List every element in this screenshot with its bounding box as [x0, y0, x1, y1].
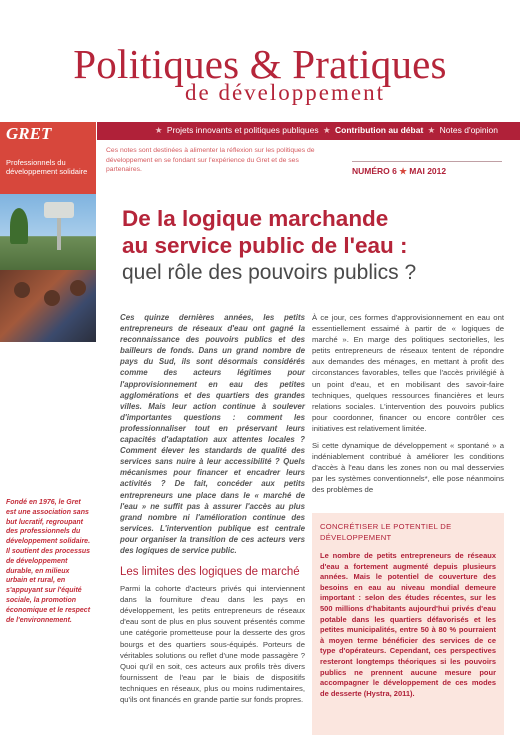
category-bar: [97, 122, 520, 140]
person-shape: [44, 290, 60, 306]
section-body: Parmi la cohorte d'acteurs privés qui interviennent dans la fourniture d'eau dans les pays en développement, les petits entrepreneurs de réseaux d'eau sont de plus en plus souvent présentés comme une catégorie prometteuse pour la desserte des gros bourgs et des quartiers sous-équipés. Porteurs de véritables solutions ou reflet d'une mode passagère ? Quoi qu'il en soit, ces acteurs aux profils très divers fournissent de l'eau par le biais de dispositifs techniques en réseaux, plus ou moins rudimentaires, qu'ils ont financés en grande partie sur fonds propres.: [120, 584, 305, 704]
water-tower-photo: [0, 194, 96, 270]
palm-tree-shape: [10, 208, 28, 244]
category-contribution: Contribution au débat: [334, 125, 424, 135]
gret-description: Fondé en 1976, le Gret est une association sans but lucratif, regroupant des professionnels du développement solidaire. Il soutient des processus de développement durable, en milieux urbain et rural, en s'appuyant sur l'équité sociale, la promotion économique et le respect de l'environnement.: [6, 499, 91, 624]
category-list: [153, 125, 498, 136]
person-shape: [70, 280, 86, 296]
paragraph: À ce jour, ces formes d'approvisionnement en eau ont essentiellement essaimé à partir de « logiques de marché ». En marge des politiques sectorielles, les petits entrepreneurs de réseaux tentent de répondre aux demandes des ménages, en mettant à profit des circonstances favorables, telles que l'accès privilégié à un point d'eau, et en mobilisant des savoir-faire techniques, quelques ressources financières et leurs relations sociales. L'intervention des pouvoirs publics pour coordonner, financer ou encore contrôler ces initiatives est relativement limitée.: [312, 313, 504, 433]
issue-number: NUMÉRO 6: [352, 166, 397, 176]
callout-box: [312, 513, 504, 735]
column-right: [312, 312, 504, 502]
article-lede: Ces quinze dernières années, les petits entrepreneurs de réseaux d'eau ont gagné la reconnaissance des pouvoirs publics et des bailleurs de fonds. Dans un grand nombre de pays du Sud, ils sont désormais considérés comme des acteurs légitimes pour l'approvisionnement en eau des petites agglomérations et des quartiers des grandes villes. Mais leur action continue à soulever d'importantes questions : comment les professionnaliser tout en préservant leurs capacités d'adaptation aux attentes locales ? Comment élever les standards de qualité des services sans nuire à leur accessibilité ? Quels mécanismes pour financer et encadrer leurs activités ? De fait, concéder aux petits entrepreneurs une place dans le « marché de l'eau » ne suffit pas à assurer l'accès au plus grand nombre ni l'amélioration continue des services. L'intervention publique est centrale pour organiser la transition de ces acteurs vers des logiques de service public.: [120, 313, 305, 555]
tower-leg-shape: [57, 218, 61, 250]
issue-date: MAI 2012: [409, 166, 447, 176]
person-shape: [14, 282, 30, 298]
callout-text: Le nombre de petits entrepreneurs de réseaux d'eau a fortement augmenté depuis plusieurs années. Mais le potentiel de couverture des besoins en eau au niveau mondial demeure important : selon des études récentes, sur les 500 millions d'habitants aujourd'hui privés d'eau potable dans les quartiers défavorisés et les petites municipalités, entre 50 à 80 % pourraient à moyen terme bénéficier des services de ce type d'opérateurs. Cependant, ces perspectives resteront longtemps théoriques si les pouvoirs publics ne prennent aucune mesure pour accompagner le développement de ces modes de desserte (Hystra, 2011).: [320, 551, 496, 698]
tower-tank-shape: [44, 202, 74, 218]
headline-line-1: De la logique marchande: [122, 206, 389, 231]
star-icon: ★: [427, 125, 436, 135]
gret-logo: GRET: [6, 124, 52, 143]
issue-info: [352, 161, 502, 180]
sidebar-blank: [0, 342, 96, 487]
category-notes: Notes d'opinion: [439, 125, 498, 135]
section-heading: Les limites des logiques de marché: [120, 566, 300, 579]
paragraph: Si cette dynamique de développement « spontané » a indéniablement contribué à améliorer les conditions d'accès à l'eau dans les zones non ou mal desservies par les systèmes conventionnels*, elle pose néanmoins des problèmes de: [312, 441, 504, 495]
brand-block: [0, 122, 96, 194]
brand-tagline: Professionnels du développement solidaire: [6, 158, 88, 176]
masthead: [0, 0, 520, 122]
publication-subtitle: de développement: [185, 80, 385, 105]
star-icon: ★: [154, 125, 163, 135]
column-left: [120, 312, 305, 705]
meeting-photo: [0, 270, 96, 342]
headline-line-3: quel rôle des pouvoirs publics ?: [122, 261, 417, 284]
star-icon: ★: [322, 125, 331, 135]
series-intro: Ces notes sont destinées à alimenter la réflexion sur les politiques de développement en se fondant sur l'expérience du Gret et de ses partenaires.: [106, 147, 315, 173]
category-projets: Projets innovants et politiques publiques: [166, 125, 319, 135]
publication-title: Politiques & Pratiques: [73, 41, 447, 87]
star-icon: ★: [399, 166, 407, 176]
callout-title: CONCRÉTISER LE POTENTIEL DE DÉVELOPPEMENT: [320, 522, 452, 542]
headline-line-2: au service public de l'eau :: [122, 233, 408, 258]
article-headline: [122, 205, 502, 286]
